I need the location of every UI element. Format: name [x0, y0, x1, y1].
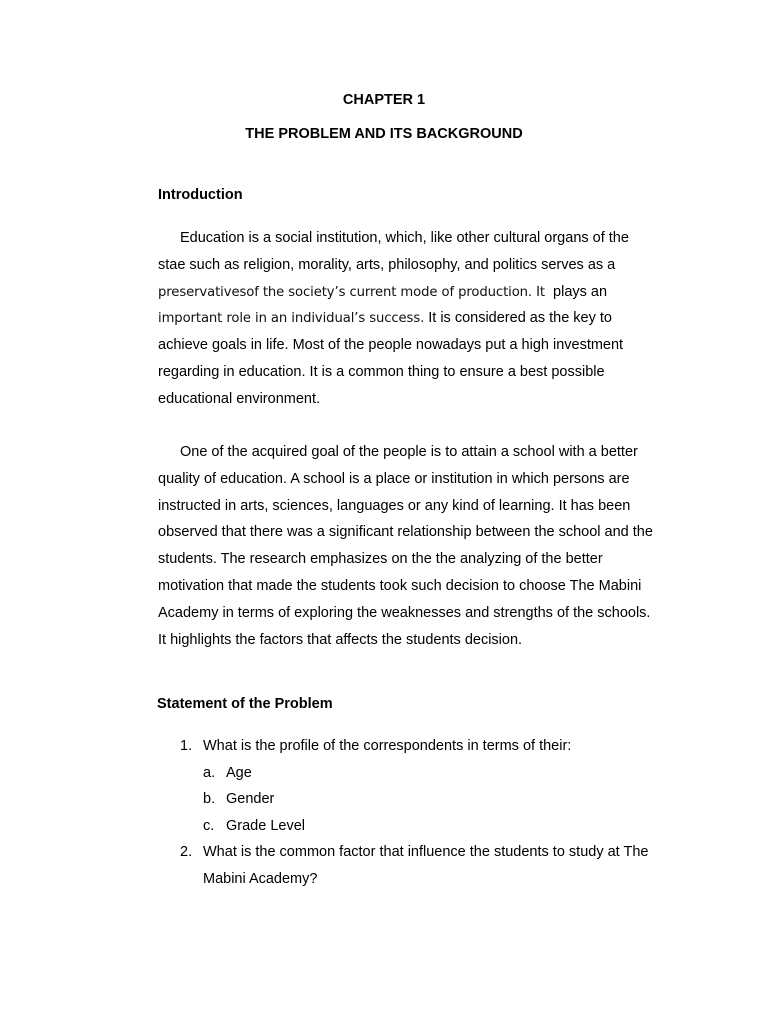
list-text: What is the common factor that influence the students to study at The	[203, 844, 649, 861]
paragraph-line: It highlights the factors that affects the students decision.	[158, 631, 523, 648]
paragraph-line: regarding in education. It is a common thing to ensure a best possible	[158, 363, 605, 380]
quoted-text: important role in an individual’s success.	[158, 311, 425, 327]
statement-heading: Statement of the Problem	[157, 696, 333, 712]
paragraph-line	[158, 305, 678, 332]
paragraph-text: It is considered as the key to	[424, 310, 612, 327]
paragraph-line: students. The research emphasizes on the the analyzing of the better	[158, 551, 603, 568]
list-text: Age	[226, 764, 252, 781]
list-number: b.	[203, 791, 216, 808]
introduction-paragraph-2	[158, 439, 678, 653]
paragraph-line: stae such as religion, morality, arts, philosophy, and politics serves as a	[158, 256, 616, 273]
introduction-paragraph-1	[158, 225, 678, 413]
list-text: Grade Level	[226, 817, 305, 834]
paragraph-line: educational environment.	[158, 390, 321, 407]
list-text: What is the profile of the correspondents in terms of their:	[203, 738, 572, 754]
list-number: a.	[203, 764, 216, 781]
paragraph-line: achieve goals in life. Most of the people nowadays put a high investment	[158, 337, 624, 354]
introduction-heading: Introduction	[158, 187, 243, 203]
list-number: 1.	[180, 738, 193, 754]
paragraph-line: Education is a social institution, which, like other cultural organs of the	[180, 230, 629, 246]
list-text: Gender	[226, 791, 275, 808]
paragraph-line: One of the acquired goal of the people is to attain a school with a better	[180, 444, 638, 460]
quoted-text: preservativesof the society’s current mode of production. It	[158, 284, 545, 300]
paragraph-line	[158, 279, 678, 306]
paragraph-line: quality of education. A school is a place or institution in which persons are	[158, 470, 630, 487]
paragraph-line: motivation that made the students took such decision to choose The Mabini	[158, 577, 642, 594]
chapter-number: CHAPTER 1	[342, 92, 426, 108]
paragraph-text: plays an	[544, 283, 608, 300]
chapter-title: THE PROBLEM AND ITS BACKGROUND	[245, 126, 523, 142]
paragraph-line: observed that there was a significant relationship between the school and the	[158, 524, 653, 541]
list-number: c.	[203, 817, 215, 834]
paragraph-line: Academy in terms of exploring the weaknesses and strengths of the schools.	[158, 604, 651, 621]
list-number: 2.	[180, 844, 193, 861]
list-text: Mabini Academy?	[203, 870, 318, 887]
paragraph-line: instructed in arts, sciences, languages or any kind of learning. It has been	[158, 497, 631, 514]
